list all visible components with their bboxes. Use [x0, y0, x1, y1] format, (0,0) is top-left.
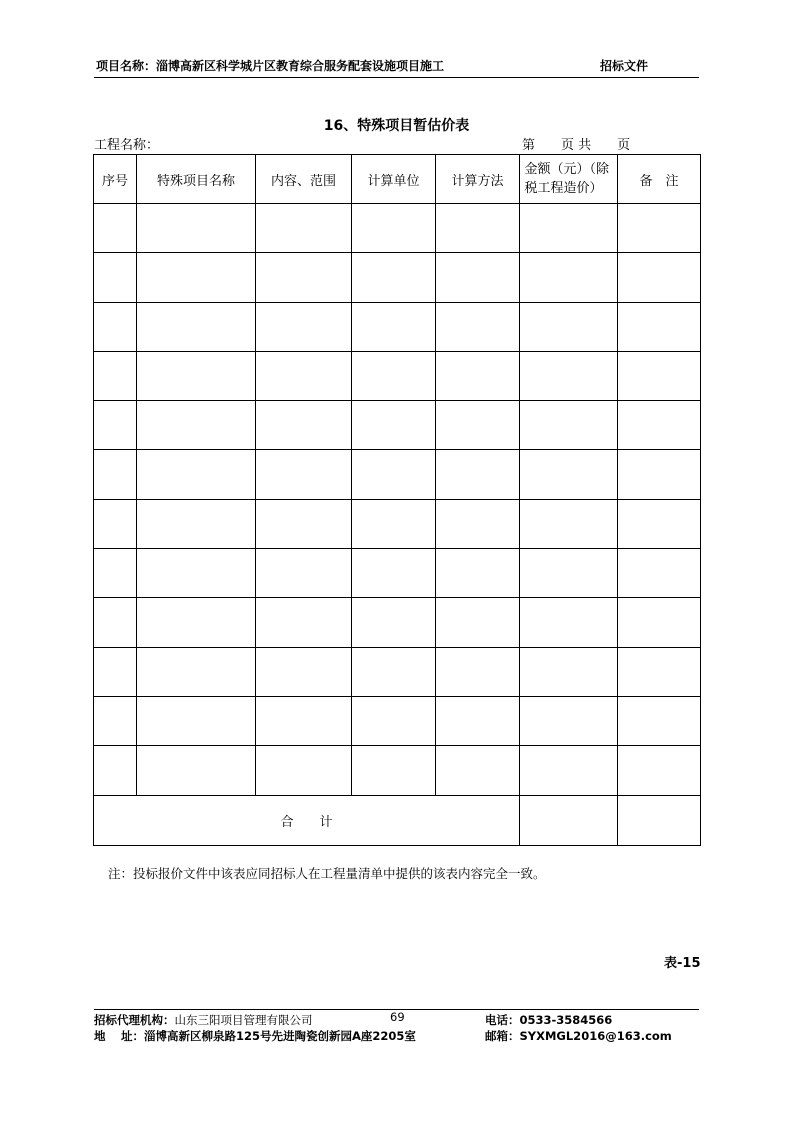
total-remarks-cell — [618, 795, 701, 845]
table-cell — [352, 696, 436, 745]
table-cell — [436, 450, 520, 499]
page-info: 第 页 共 页 — [522, 138, 631, 153]
table-cell — [618, 549, 701, 598]
project-name-label: 工程名称： — [94, 138, 160, 153]
footer-agency-label: 招标代理机构： — [94, 1013, 175, 1027]
table-body — [94, 204, 701, 846]
col-header-item-name: 特殊项目名称 — [137, 155, 256, 204]
table-cell — [436, 746, 520, 795]
footer-page-number: 69 — [390, 1010, 405, 1024]
table-number: 表-15 — [664, 956, 701, 971]
table-cell — [618, 204, 701, 253]
table-row — [94, 549, 701, 598]
table-cell — [520, 549, 618, 598]
table-cell — [352, 746, 436, 795]
footer-address-text: 淄博高新区柳泉路125号先进陶瓷创新园A座2205室 — [144, 1029, 416, 1043]
table-cell — [94, 647, 137, 696]
table-cell — [137, 549, 256, 598]
table-cell — [618, 598, 701, 647]
table-cell — [137, 647, 256, 696]
table-cell — [256, 302, 352, 351]
table-cell — [256, 450, 352, 499]
table-cell — [256, 746, 352, 795]
table-cell — [137, 351, 256, 400]
table-cell — [137, 696, 256, 745]
table-cell — [137, 204, 256, 253]
table-cell — [618, 450, 701, 499]
table-cell — [520, 351, 618, 400]
estimate-table — [93, 154, 701, 846]
table-cell — [256, 647, 352, 696]
table-cell — [94, 401, 137, 450]
table-cell — [618, 351, 701, 400]
table-cell — [352, 598, 436, 647]
table-cell — [520, 401, 618, 450]
table-cell — [352, 549, 436, 598]
footer-email-label: 邮箱： — [485, 1029, 520, 1043]
footer-email — [485, 1028, 672, 1044]
table-cell — [94, 253, 137, 302]
table-cell — [436, 598, 520, 647]
footer-phone-number: 0533-3584566 — [519, 1013, 613, 1027]
table-cell — [520, 598, 618, 647]
col-header-scope: 内容、范围 — [256, 155, 352, 204]
table-row — [94, 598, 701, 647]
table-cell — [94, 746, 137, 795]
footer-address — [94, 1028, 416, 1044]
table-cell — [94, 302, 137, 351]
table-row — [94, 499, 701, 548]
table-cell — [618, 696, 701, 745]
table-cell — [94, 204, 137, 253]
footer-address-label: 地 址： — [94, 1029, 145, 1043]
table-cell — [352, 401, 436, 450]
footer-email-address: SYXMGL2016@163.com — [519, 1029, 672, 1043]
col-header-index: 序号 — [94, 155, 137, 204]
table-row — [94, 302, 701, 351]
footer-agency — [94, 1012, 313, 1028]
total-amount-cell — [520, 795, 618, 845]
table-row — [94, 647, 701, 696]
table-cell — [618, 401, 701, 450]
table-cell — [137, 253, 256, 302]
table-cell — [256, 549, 352, 598]
table-cell — [618, 253, 701, 302]
table-cell — [436, 647, 520, 696]
table-cell — [137, 598, 256, 647]
table-cell — [94, 450, 137, 499]
table-cell — [618, 499, 701, 548]
table-cell — [436, 253, 520, 302]
footer-agency-name: 山东三阳项目管理有限公司 — [174, 1013, 313, 1027]
table-cell — [436, 696, 520, 745]
table-cell — [94, 351, 137, 400]
table-row — [94, 401, 701, 450]
table-cell — [137, 302, 256, 351]
table-cell — [436, 204, 520, 253]
table-cell — [94, 549, 137, 598]
total-row — [94, 795, 701, 845]
table-cell — [94, 696, 137, 745]
table-cell — [436, 351, 520, 400]
col-header-unit: 计算单位 — [352, 155, 436, 204]
table-cell — [256, 696, 352, 745]
footer-phone — [485, 1012, 612, 1028]
table-row — [94, 696, 701, 745]
table-cell — [520, 499, 618, 548]
table-row — [94, 450, 701, 499]
header-project-name: 项目名称：淄博高新区科学城片区教育综合服务配套设施项目施工 — [96, 59, 445, 73]
table-cell — [436, 302, 520, 351]
table-cell — [520, 696, 618, 745]
table-cell — [137, 450, 256, 499]
table-row — [94, 351, 701, 400]
table-header-row — [94, 155, 701, 204]
table-cell — [618, 746, 701, 795]
header-doc-type: 招标文件 — [600, 59, 649, 73]
table-cell — [94, 499, 137, 548]
table-cell — [352, 351, 436, 400]
col-header-method: 计算方法 — [436, 155, 520, 204]
table-cell — [94, 598, 137, 647]
table-cell — [618, 302, 701, 351]
table-cell — [137, 499, 256, 548]
col-header-remarks: 备 注 — [618, 155, 701, 204]
table-cell — [520, 302, 618, 351]
table-cell — [436, 549, 520, 598]
table-cell — [256, 598, 352, 647]
table-cell — [520, 450, 618, 499]
table-cell — [352, 450, 436, 499]
header-divider — [94, 77, 699, 78]
table-cell — [520, 647, 618, 696]
table-row — [94, 204, 701, 253]
table-cell — [256, 401, 352, 450]
table-cell — [352, 302, 436, 351]
table-cell — [520, 204, 618, 253]
table-cell — [618, 647, 701, 696]
table-cell — [352, 253, 436, 302]
table-cell — [256, 499, 352, 548]
col-header-amount-text: 金额（元）（除税工程造价） — [524, 162, 610, 196]
table-row — [94, 253, 701, 302]
table-note: 注：投标报价文件中该表应同招标人在工程量清单中提供的该表内容完全一致。 — [108, 866, 546, 881]
table-cell — [520, 746, 618, 795]
table-cell — [436, 499, 520, 548]
table-cell — [520, 253, 618, 302]
total-label: 合 计 — [94, 795, 520, 845]
page-title: 16、特殊项目暂估价表 — [323, 118, 470, 134]
table-cell — [352, 204, 436, 253]
col-header-amount — [520, 155, 618, 204]
table-cell — [137, 746, 256, 795]
table-cell — [256, 253, 352, 302]
table-cell — [256, 204, 352, 253]
table-cell — [352, 647, 436, 696]
table-cell — [352, 499, 436, 548]
footer-phone-label: 电话： — [485, 1013, 520, 1027]
table-cell — [436, 401, 520, 450]
table-row — [94, 746, 701, 795]
table-cell — [137, 401, 256, 450]
table-cell — [256, 351, 352, 400]
